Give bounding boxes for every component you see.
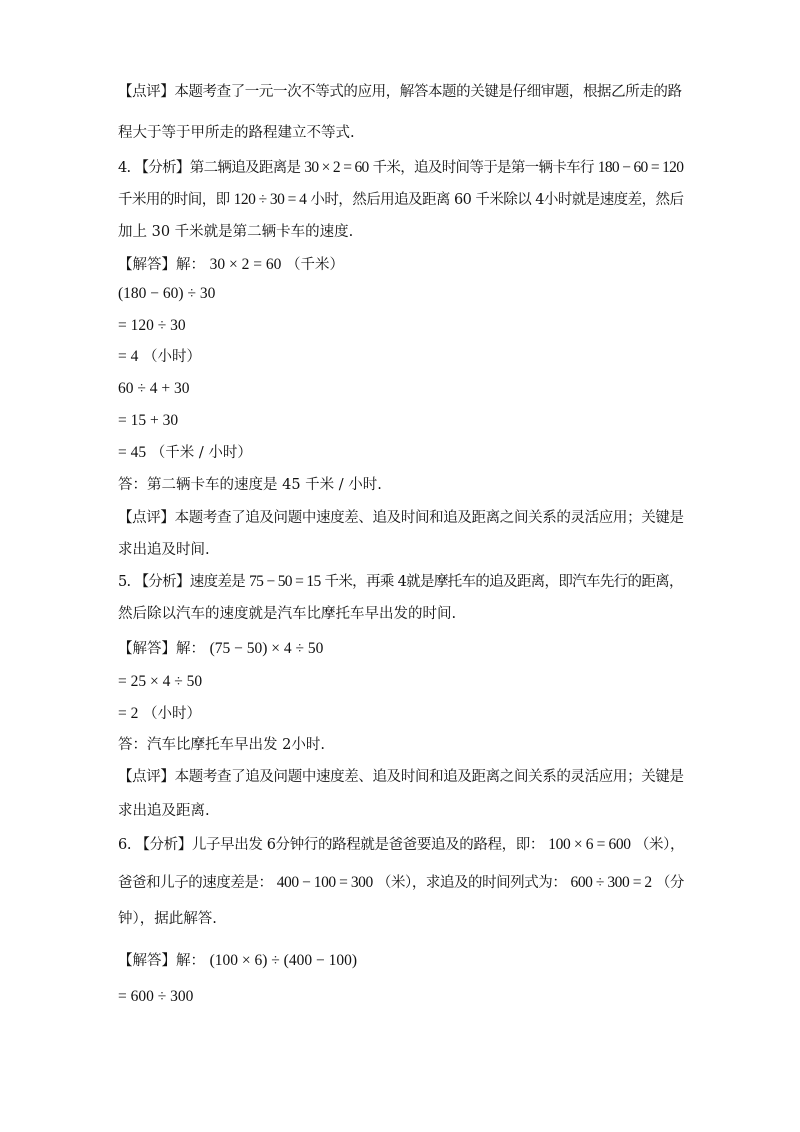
math-expression: = 120 ÷ 30: [118, 317, 186, 334]
text-line: [118, 801, 210, 821]
text-run: 4. 【分析】第二辆追及距离是: [118, 160, 305, 176]
text-run: 【点评】本题考查了一元一次不等式的应用，解答本题的关键是仔细审题，根据乙所走的路: [118, 84, 682, 100]
math-expression: = 600 ÷ 300: [118, 988, 194, 1005]
text-line: [118, 951, 357, 971]
text-run: （米），求追及的时间列式为：: [372, 875, 571, 891]
text-line: [118, 379, 190, 399]
text-line: [118, 443, 252, 463]
math-expression: = 15 + 30: [118, 412, 179, 429]
text-line: [118, 347, 201, 367]
text-line: [118, 475, 382, 495]
text-line: [118, 767, 684, 787]
math-expression: = 4: [118, 348, 139, 365]
text-run: 爸爸和儿子的速度差是：: [118, 875, 277, 891]
text-run: 6. 【分析】儿子早出发 6分钟行的路程就是爸爸要追及的路程，即：: [118, 837, 549, 853]
text-line: [118, 540, 210, 560]
text-line: [118, 123, 355, 143]
math-expression: 600 ÷ 300 = 2: [570, 874, 652, 891]
text-line: [118, 672, 202, 692]
text-run: 求出追及距离.: [118, 803, 210, 819]
text-line: [118, 735, 325, 755]
text-run: 千米，追及时间等于是第一辆卡车行: [368, 160, 598, 176]
math-expression: = 45: [118, 444, 147, 461]
text-line: [118, 572, 683, 592]
text-run: 小时，然后用追及距离 60 千米除以 4小时就是速度差，然后: [306, 192, 684, 208]
text-line: [118, 873, 684, 893]
math-expression: (75 − 50) × 4 ÷ 50: [209, 640, 324, 657]
text-run: 然后除以汽车的速度就是汽车比摩托车早出发的时间.: [118, 606, 457, 622]
text-line: [118, 284, 215, 304]
text-line: [118, 704, 201, 724]
math-expression: 120 ÷ 30 = 4: [233, 191, 307, 208]
text-line: [118, 909, 217, 929]
text-run: 【解答】解：: [118, 953, 210, 969]
text-line: [118, 222, 353, 242]
text-run: 答：第二辆卡车的速度是 45 千米 / 小时.: [118, 477, 382, 493]
text-run: 【点评】本题考查了追及问题中速度差、追及时间和追及距离之间关系的灵活应用；关键是: [118, 510, 684, 526]
text-line: [118, 255, 344, 275]
text-line: [118, 835, 684, 855]
text-run: （小时）: [138, 706, 201, 722]
text-line: [118, 508, 684, 528]
text-line: [118, 82, 682, 102]
text-line: [118, 639, 323, 659]
math-expression: 400 − 100 = 300: [276, 874, 373, 891]
text-run: （千米 / 小时）: [146, 445, 252, 461]
math-expression: 100 × 6 = 600: [548, 836, 631, 853]
text-line: [118, 158, 683, 178]
math-expression: = 25 × 4 ÷ 50: [118, 673, 203, 690]
text-run: 5. 【分析】速度差是: [118, 574, 250, 590]
text-run: 求出追及时间.: [118, 542, 210, 558]
math-expression: (100 × 6) ÷ (400 − 100): [209, 952, 357, 969]
text-run: （米），: [630, 837, 685, 853]
text-run: 程大于等于甲所走的路程建立不等式.: [118, 125, 355, 141]
text-run: （小时）: [138, 349, 201, 365]
math-expression: 30 × 2 = 60: [304, 159, 369, 176]
math-expression: 30 × 2 = 60: [209, 256, 282, 273]
text-run: 【解答】解：: [118, 257, 210, 273]
text-run: （分: [651, 875, 684, 891]
math-expression: 60 ÷ 4 + 30: [118, 380, 190, 397]
text-run: （千米）: [281, 257, 344, 273]
text-run: 千米用的时间，即: [118, 192, 234, 208]
text-run: 【点评】本题考查了追及问题中速度差、追及时间和追及距离之间关系的灵活应用；关键是: [118, 769, 684, 785]
text-run: 【解答】解：: [118, 641, 210, 657]
text-line: [118, 987, 193, 1007]
text-line: [118, 316, 186, 336]
text-run: 千米，再乘 4就是摩托车的追及距离，即汽车先行的距离，: [320, 574, 683, 590]
text-line: [118, 604, 456, 624]
text-run: 加上 30 千米就是第二辆卡车的速度.: [118, 224, 354, 240]
text-run: 答：汽车比摩托车早出发 2小时.: [118, 737, 325, 753]
math-expression: 75 − 50 = 15: [249, 573, 321, 590]
text-line: [118, 190, 683, 210]
text-run: 钟），据此解答.: [118, 911, 217, 927]
text-line: [118, 411, 178, 431]
math-expression: = 2: [118, 705, 139, 722]
math-expression: (180 − 60) ÷ 30: [118, 285, 216, 302]
math-expression: 180 − 60 = 120: [597, 159, 684, 176]
